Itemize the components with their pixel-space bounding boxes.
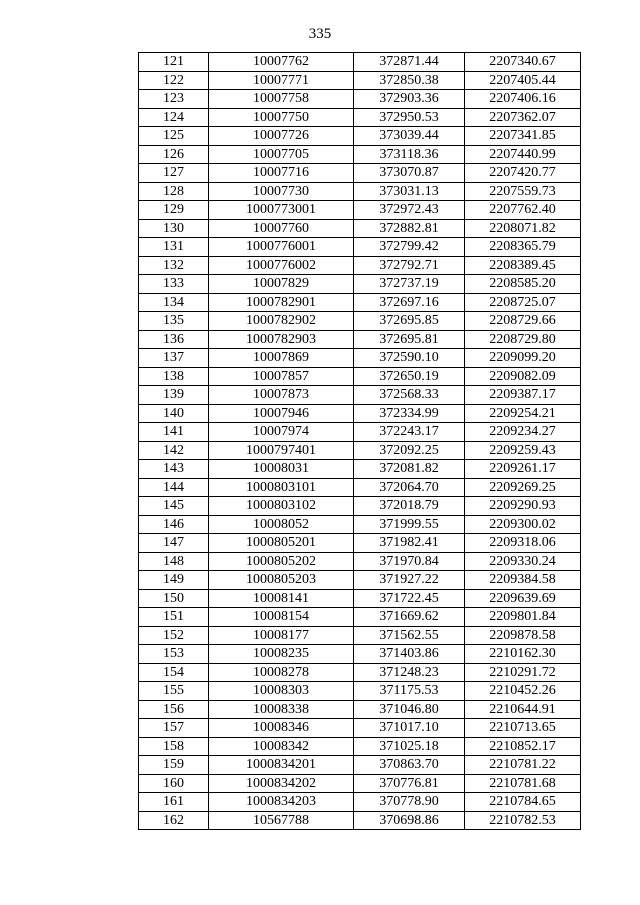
point-id-cell: 10008154 <box>209 608 354 627</box>
x-coordinate-cell: 372650.19 <box>354 367 465 386</box>
y-coordinate-cell: 2210782.53 <box>465 811 581 830</box>
table-row <box>139 571 581 590</box>
x-coordinate-cell: 371669.62 <box>354 608 465 627</box>
table-row <box>139 386 581 405</box>
row-number-cell: 122 <box>139 71 209 90</box>
row-number-cell: 148 <box>139 552 209 571</box>
y-coordinate-cell: 2209384.58 <box>465 571 581 590</box>
x-coordinate-cell: 371248.23 <box>354 663 465 682</box>
x-coordinate-cell: 370698.86 <box>354 811 465 830</box>
y-coordinate-cell: 2208729.80 <box>465 330 581 349</box>
point-id-cell: 1000834202 <box>209 774 354 793</box>
row-number-cell: 162 <box>139 811 209 830</box>
table-body <box>139 53 581 830</box>
y-coordinate-cell: 2207420.77 <box>465 164 581 183</box>
point-id-cell: 10008303 <box>209 682 354 701</box>
row-number-cell: 161 <box>139 793 209 812</box>
table-row <box>139 719 581 738</box>
point-id-cell: 10008235 <box>209 645 354 664</box>
row-number-cell: 153 <box>139 645 209 664</box>
y-coordinate-cell: 2207405.44 <box>465 71 581 90</box>
point-id-cell: 1000834201 <box>209 756 354 775</box>
y-coordinate-cell: 2210784.65 <box>465 793 581 812</box>
point-id-cell: 10007857 <box>209 367 354 386</box>
table-row <box>139 645 581 664</box>
x-coordinate-cell: 370776.81 <box>354 774 465 793</box>
row-number-cell: 150 <box>139 589 209 608</box>
point-id-cell: 10008177 <box>209 626 354 645</box>
x-coordinate-cell: 371927.22 <box>354 571 465 590</box>
y-coordinate-cell: 2209099.20 <box>465 349 581 368</box>
point-id-cell: 10007762 <box>209 53 354 72</box>
y-coordinate-cell: 2209330.24 <box>465 552 581 571</box>
y-coordinate-cell: 2210452.26 <box>465 682 581 701</box>
table-row <box>139 608 581 627</box>
y-coordinate-cell: 2209318.06 <box>465 534 581 553</box>
point-id-cell: 10007758 <box>209 90 354 109</box>
y-coordinate-cell: 2208389.45 <box>465 256 581 275</box>
x-coordinate-cell: 371017.10 <box>354 719 465 738</box>
table-row <box>139 330 581 349</box>
row-number-cell: 135 <box>139 312 209 331</box>
point-id-cell: 10007726 <box>209 127 354 146</box>
y-coordinate-cell: 2209639.69 <box>465 589 581 608</box>
y-coordinate-cell: 2207341.85 <box>465 127 581 146</box>
row-number-cell: 137 <box>139 349 209 368</box>
y-coordinate-cell: 2209082.09 <box>465 367 581 386</box>
x-coordinate-cell: 372871.44 <box>354 53 465 72</box>
table-row <box>139 90 581 109</box>
y-coordinate-cell: 2209801.84 <box>465 608 581 627</box>
x-coordinate-cell: 372737.19 <box>354 275 465 294</box>
y-coordinate-cell: 2210291.72 <box>465 663 581 682</box>
table-row <box>139 367 581 386</box>
y-coordinate-cell: 2208729.66 <box>465 312 581 331</box>
row-number-cell: 123 <box>139 90 209 109</box>
y-coordinate-cell: 2210781.68 <box>465 774 581 793</box>
table-row <box>139 312 581 331</box>
y-coordinate-cell: 2207362.07 <box>465 108 581 127</box>
table-row <box>139 71 581 90</box>
x-coordinate-cell: 372064.70 <box>354 478 465 497</box>
row-number-cell: 156 <box>139 700 209 719</box>
point-id-cell: 1000782901 <box>209 293 354 312</box>
point-id-cell: 10007705 <box>209 145 354 164</box>
table-row <box>139 793 581 812</box>
y-coordinate-cell: 2210644.91 <box>465 700 581 719</box>
row-number-cell: 149 <box>139 571 209 590</box>
table-row <box>139 700 581 719</box>
x-coordinate-cell: 373070.87 <box>354 164 465 183</box>
row-number-cell: 131 <box>139 238 209 257</box>
row-number-cell: 146 <box>139 515 209 534</box>
table-row <box>139 256 581 275</box>
point-id-cell: 10567788 <box>209 811 354 830</box>
table-row <box>139 774 581 793</box>
table-row <box>139 663 581 682</box>
y-coordinate-cell: 2210852.17 <box>465 737 581 756</box>
x-coordinate-cell: 372903.36 <box>354 90 465 109</box>
point-id-cell: 10007974 <box>209 423 354 442</box>
table-row <box>139 478 581 497</box>
x-coordinate-cell: 370778.90 <box>354 793 465 812</box>
x-coordinate-cell: 371175.53 <box>354 682 465 701</box>
x-coordinate-cell: 373118.36 <box>354 145 465 164</box>
x-coordinate-cell: 372882.81 <box>354 219 465 238</box>
y-coordinate-cell: 2209234.27 <box>465 423 581 442</box>
point-id-cell: 1000805202 <box>209 552 354 571</box>
row-number-cell: 152 <box>139 626 209 645</box>
table-row <box>139 164 581 183</box>
row-number-cell: 132 <box>139 256 209 275</box>
table-row <box>139 423 581 442</box>
row-number-cell: 160 <box>139 774 209 793</box>
point-id-cell: 1000805201 <box>209 534 354 553</box>
point-id-cell: 10007716 <box>209 164 354 183</box>
y-coordinate-cell: 2207762.40 <box>465 201 581 220</box>
point-id-cell: 10007946 <box>209 404 354 423</box>
x-coordinate-cell: 372695.81 <box>354 330 465 349</box>
row-number-cell: 142 <box>139 441 209 460</box>
row-number-cell: 154 <box>139 663 209 682</box>
y-coordinate-cell: 2209387.17 <box>465 386 581 405</box>
point-id-cell: 10007869 <box>209 349 354 368</box>
y-coordinate-cell: 2210162.30 <box>465 645 581 664</box>
row-number-cell: 130 <box>139 219 209 238</box>
point-id-cell: 10008052 <box>209 515 354 534</box>
y-coordinate-cell: 2209259.43 <box>465 441 581 460</box>
table-row <box>139 238 581 257</box>
point-id-cell: 1000805203 <box>209 571 354 590</box>
x-coordinate-cell: 372568.33 <box>354 386 465 405</box>
table-row <box>139 404 581 423</box>
row-number-cell: 145 <box>139 497 209 516</box>
x-coordinate-cell: 372799.42 <box>354 238 465 257</box>
x-coordinate-cell: 372850.38 <box>354 71 465 90</box>
table-row <box>139 349 581 368</box>
row-number-cell: 151 <box>139 608 209 627</box>
table-row <box>139 682 581 701</box>
point-id-cell: 1000776001 <box>209 238 354 257</box>
y-coordinate-cell: 2208585.20 <box>465 275 581 294</box>
y-coordinate-cell: 2209261.17 <box>465 460 581 479</box>
row-number-cell: 134 <box>139 293 209 312</box>
table-row <box>139 108 581 127</box>
point-id-cell: 1000834203 <box>209 793 354 812</box>
y-coordinate-cell: 2209254.21 <box>465 404 581 423</box>
x-coordinate-cell: 372590.10 <box>354 349 465 368</box>
point-id-cell: 1000776002 <box>209 256 354 275</box>
point-id-cell: 1000797401 <box>209 441 354 460</box>
row-number-cell: 144 <box>139 478 209 497</box>
point-id-cell: 1000782903 <box>209 330 354 349</box>
row-number-cell: 143 <box>139 460 209 479</box>
y-coordinate-cell: 2209269.25 <box>465 478 581 497</box>
y-coordinate-cell: 2208725.07 <box>465 293 581 312</box>
table-row <box>139 182 581 201</box>
coordinates-table <box>138 52 581 830</box>
row-number-cell: 129 <box>139 201 209 220</box>
x-coordinate-cell: 371970.84 <box>354 552 465 571</box>
row-number-cell: 139 <box>139 386 209 405</box>
y-coordinate-cell: 2207406.16 <box>465 90 581 109</box>
row-number-cell: 141 <box>139 423 209 442</box>
point-id-cell: 10007730 <box>209 182 354 201</box>
point-id-cell: 1000803101 <box>209 478 354 497</box>
y-coordinate-cell: 2208365.79 <box>465 238 581 257</box>
x-coordinate-cell: 372092.25 <box>354 441 465 460</box>
x-coordinate-cell: 371562.55 <box>354 626 465 645</box>
x-coordinate-cell: 373039.44 <box>354 127 465 146</box>
table-row <box>139 589 581 608</box>
x-coordinate-cell: 372243.17 <box>354 423 465 442</box>
y-coordinate-cell: 2209300.02 <box>465 515 581 534</box>
row-number-cell: 126 <box>139 145 209 164</box>
table-row <box>139 293 581 312</box>
row-number-cell: 138 <box>139 367 209 386</box>
x-coordinate-cell: 370863.70 <box>354 756 465 775</box>
row-number-cell: 158 <box>139 737 209 756</box>
table-row <box>139 756 581 775</box>
x-coordinate-cell: 372018.79 <box>354 497 465 516</box>
y-coordinate-cell: 2207559.73 <box>465 182 581 201</box>
point-id-cell: 1000773001 <box>209 201 354 220</box>
y-coordinate-cell: 2209878.58 <box>465 626 581 645</box>
table-row <box>139 145 581 164</box>
x-coordinate-cell: 372081.82 <box>354 460 465 479</box>
x-coordinate-cell: 371722.45 <box>354 589 465 608</box>
point-id-cell: 10007771 <box>209 71 354 90</box>
table-row <box>139 626 581 645</box>
point-id-cell: 10008346 <box>209 719 354 738</box>
point-id-cell: 10008338 <box>209 700 354 719</box>
x-coordinate-cell: 372697.16 <box>354 293 465 312</box>
y-coordinate-cell: 2207440.99 <box>465 145 581 164</box>
row-number-cell: 140 <box>139 404 209 423</box>
table-row <box>139 275 581 294</box>
x-coordinate-cell: 372334.99 <box>354 404 465 423</box>
y-coordinate-cell: 2210781.22 <box>465 756 581 775</box>
row-number-cell: 124 <box>139 108 209 127</box>
table-row <box>139 811 581 830</box>
row-number-cell: 159 <box>139 756 209 775</box>
point-id-cell: 1000782902 <box>209 312 354 331</box>
x-coordinate-cell: 372695.85 <box>354 312 465 331</box>
point-id-cell: 10008141 <box>209 589 354 608</box>
x-coordinate-cell: 372792.71 <box>354 256 465 275</box>
point-id-cell: 10008278 <box>209 663 354 682</box>
x-coordinate-cell: 372972.43 <box>354 201 465 220</box>
point-id-cell: 10008031 <box>209 460 354 479</box>
point-id-cell: 10007829 <box>209 275 354 294</box>
table-row <box>139 460 581 479</box>
x-coordinate-cell: 373031.13 <box>354 182 465 201</box>
row-number-cell: 125 <box>139 127 209 146</box>
y-coordinate-cell: 2209290.93 <box>465 497 581 516</box>
row-number-cell: 147 <box>139 534 209 553</box>
page-number: 335 <box>308 26 332 42</box>
x-coordinate-cell: 371403.86 <box>354 645 465 664</box>
y-coordinate-cell: 2210713.65 <box>465 719 581 738</box>
table-row <box>139 201 581 220</box>
point-id-cell: 1000803102 <box>209 497 354 516</box>
row-number-cell: 136 <box>139 330 209 349</box>
point-id-cell: 10007873 <box>209 386 354 405</box>
table-row <box>139 441 581 460</box>
x-coordinate-cell: 371025.18 <box>354 737 465 756</box>
x-coordinate-cell: 371046.80 <box>354 700 465 719</box>
row-number-cell: 133 <box>139 275 209 294</box>
x-coordinate-cell: 371999.55 <box>354 515 465 534</box>
row-number-cell: 121 <box>139 53 209 72</box>
row-number-cell: 155 <box>139 682 209 701</box>
table-row <box>139 515 581 534</box>
row-number-cell: 127 <box>139 164 209 183</box>
table-row <box>139 534 581 553</box>
point-id-cell: 10008342 <box>209 737 354 756</box>
table-row <box>139 219 581 238</box>
table-row <box>139 552 581 571</box>
table-row <box>139 497 581 516</box>
row-number-cell: 128 <box>139 182 209 201</box>
y-coordinate-cell: 2207340.67 <box>465 53 581 72</box>
point-id-cell: 10007750 <box>209 108 354 127</box>
x-coordinate-cell: 371982.41 <box>354 534 465 553</box>
table-row <box>139 737 581 756</box>
table-row <box>139 127 581 146</box>
x-coordinate-cell: 372950.53 <box>354 108 465 127</box>
point-id-cell: 10007760 <box>209 219 354 238</box>
row-number-cell: 157 <box>139 719 209 738</box>
table-row <box>139 53 581 72</box>
y-coordinate-cell: 2208071.82 <box>465 219 581 238</box>
